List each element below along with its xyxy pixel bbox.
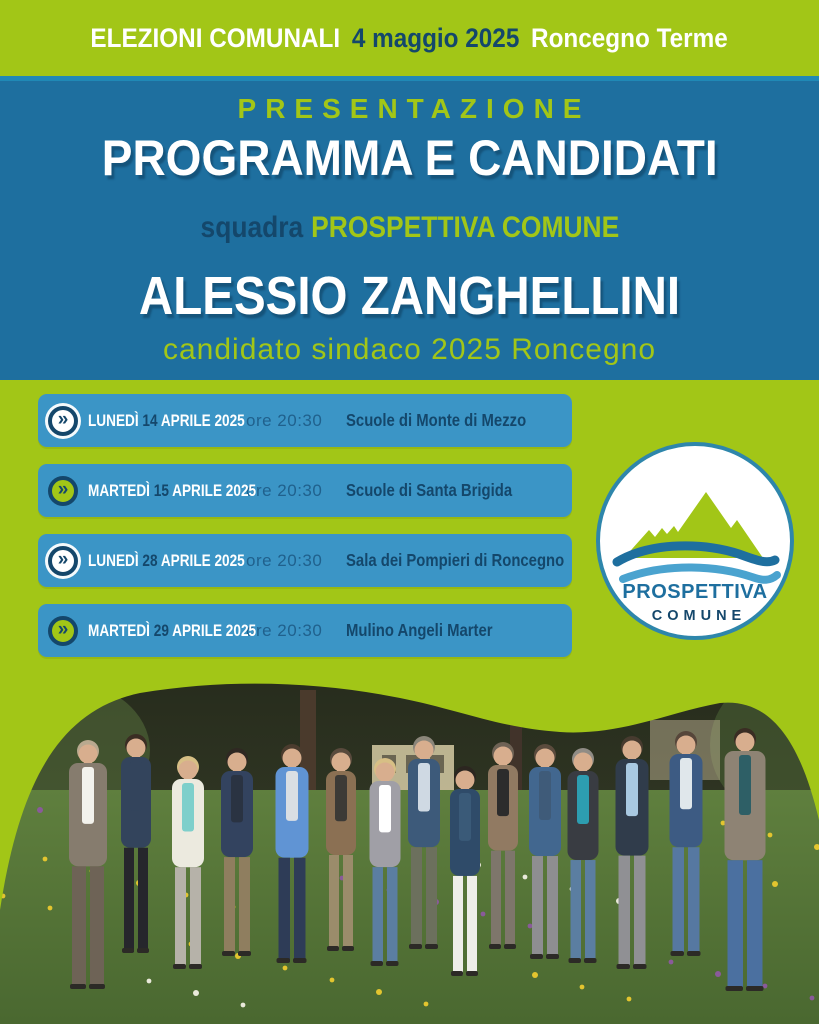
double-chevron-icon: » <box>48 406 78 436</box>
event-day: LUNEDÌ <box>88 410 139 430</box>
double-chevron-icon: » <box>48 546 78 576</box>
event-day: MARTEDÌ <box>88 620 150 640</box>
logo-title: PROSPETTIVA <box>622 581 768 603</box>
event-month-year: APRILE 2025 <box>160 550 245 570</box>
event-location: Sala dei Pompieri di Roncegno <box>346 550 565 570</box>
banner-place: Roncegno Terme <box>531 22 729 53</box>
event-month-year: APRILE 2025 <box>172 480 257 500</box>
banner-line <box>91 23 728 54</box>
event-date <box>88 480 257 501</box>
party-logo <box>596 442 794 640</box>
double-chevron-icon: » <box>48 616 78 646</box>
team-photo <box>0 660 819 1024</box>
candidate-role: candidato sindaco 2025 Roncegno <box>162 333 657 366</box>
team-photo-graphic <box>0 660 819 1024</box>
event-day: LUNEDÌ <box>88 550 139 570</box>
candidate-name: ALESSIO ZANGHELLINI <box>138 266 681 326</box>
hero-section <box>0 81 819 380</box>
banner-title: ELEZIONI COMUNALI <box>90 22 341 53</box>
event-day-number: 15 <box>153 480 169 500</box>
team-line <box>200 211 619 245</box>
event-row <box>38 534 572 587</box>
event-date <box>88 620 257 641</box>
team-name: PROSPETTIVA COMUNE <box>310 211 619 244</box>
logo-graphic <box>600 446 790 636</box>
top-banner <box>0 0 819 76</box>
event-time: ore 20:30 <box>246 620 323 640</box>
event-time: ore 20:30 <box>246 480 323 500</box>
event-location: Scuole di Monte di Mezzo <box>346 410 527 430</box>
event-month-year: APRILE 2025 <box>172 620 257 640</box>
event-month-year: APRILE 2025 <box>160 410 245 430</box>
banner-date: 4 maggio 2025 <box>352 22 520 53</box>
team-prefix: squadra <box>200 211 303 244</box>
wave-light-icon <box>623 567 777 579</box>
double-chevron-icon: » <box>48 476 78 506</box>
event-location: Scuole di Santa Brigida <box>346 480 513 500</box>
event-row <box>38 604 572 657</box>
kicker-text: PRESENTAZIONE <box>237 93 591 124</box>
page-title: PROGRAMMA E CANDIDATI <box>101 130 718 186</box>
event-date <box>88 550 245 571</box>
event-time: ore 20:30 <box>246 410 323 430</box>
event-day-number: 28 <box>142 550 158 570</box>
event-time: ore 20:30 <box>246 550 323 570</box>
event-day: MARTEDÌ <box>88 480 150 500</box>
event-date <box>88 410 245 431</box>
event-day-number: 29 <box>153 620 169 640</box>
event-day-number: 14 <box>142 410 158 430</box>
event-row <box>38 394 572 447</box>
event-row <box>38 464 572 517</box>
event-location: Mulino Angeli Marter <box>346 620 493 640</box>
logo-subtitle: COMUNE <box>651 608 747 624</box>
